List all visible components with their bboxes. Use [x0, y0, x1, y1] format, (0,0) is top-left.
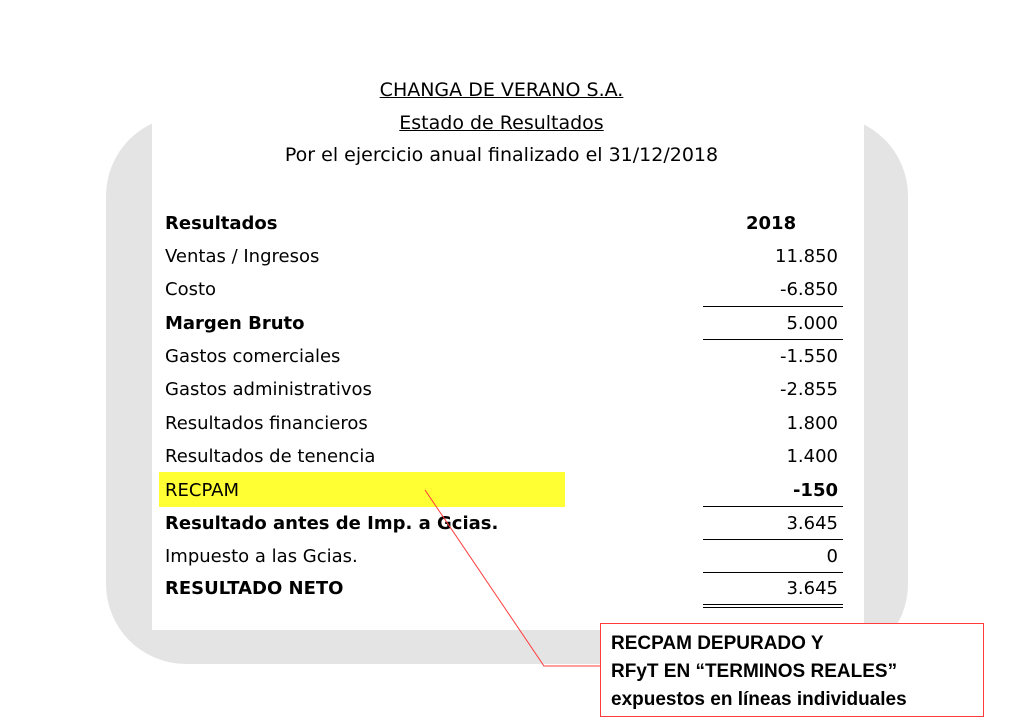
row-label-resultado-neto: RESULTADO NETO [165, 578, 344, 599]
company-title: CHANGA DE VERANO S.A. [379, 79, 624, 101]
row-value-resultado-neto: 3.645 [786, 578, 838, 599]
callout-line-3: expuestos en líneas individuales [611, 689, 907, 710]
row-value-margen-bruto: 5.000 [786, 313, 838, 334]
row-value-resultados-tenencia: 1.400 [786, 446, 838, 467]
row-value-costo: -6.850 [779, 279, 838, 300]
row-value-impuesto: 0 [826, 546, 838, 567]
row-label-resultados-tenencia: Resultados de tenencia [165, 446, 376, 467]
row-value-resultados-financieros: 1.800 [786, 413, 838, 434]
row-value-recpam: -150 [792, 480, 838, 501]
row-value-gastos-comerciales: -1.550 [779, 346, 838, 367]
table-label-header: Resultados [165, 213, 278, 234]
row-label-recpam: RECPAM [165, 480, 239, 501]
period-title: Por el ejercicio anual finalizado el 31/12/2018 [284, 144, 719, 166]
callout-line-1: RECPAM DEPURADO Y [611, 633, 824, 654]
row-value-gastos-administrativos: -2.855 [779, 379, 838, 400]
table-year-header: 2018 [746, 213, 797, 234]
statement-title: Estado de Resultados [399, 112, 604, 134]
row-label-resultados-financieros: Resultados financieros [165, 413, 368, 434]
row-label-resultado-antes-imp: Resultado antes de Imp. a Gcias. [165, 513, 499, 534]
row-label-impuesto: Impuesto a las Gcias. [165, 546, 358, 567]
callout-line-2: RFyT EN “TERMINOS REALES” [611, 661, 898, 682]
row-value-resultado-antes-imp: 3.645 [786, 513, 838, 534]
row-label-margen-bruto: Margen Bruto [165, 313, 305, 334]
callout-note [600, 623, 984, 717]
row-label-gastos-administrativos: Gastos administrativos [165, 379, 372, 400]
row-label-gastos-comerciales: Gastos comerciales [165, 346, 341, 367]
row-label-costo: Costo [165, 279, 217, 300]
row-value-ventas: 11.850 [775, 246, 838, 267]
row-label-ventas: Ventas / Ingresos [165, 246, 320, 267]
